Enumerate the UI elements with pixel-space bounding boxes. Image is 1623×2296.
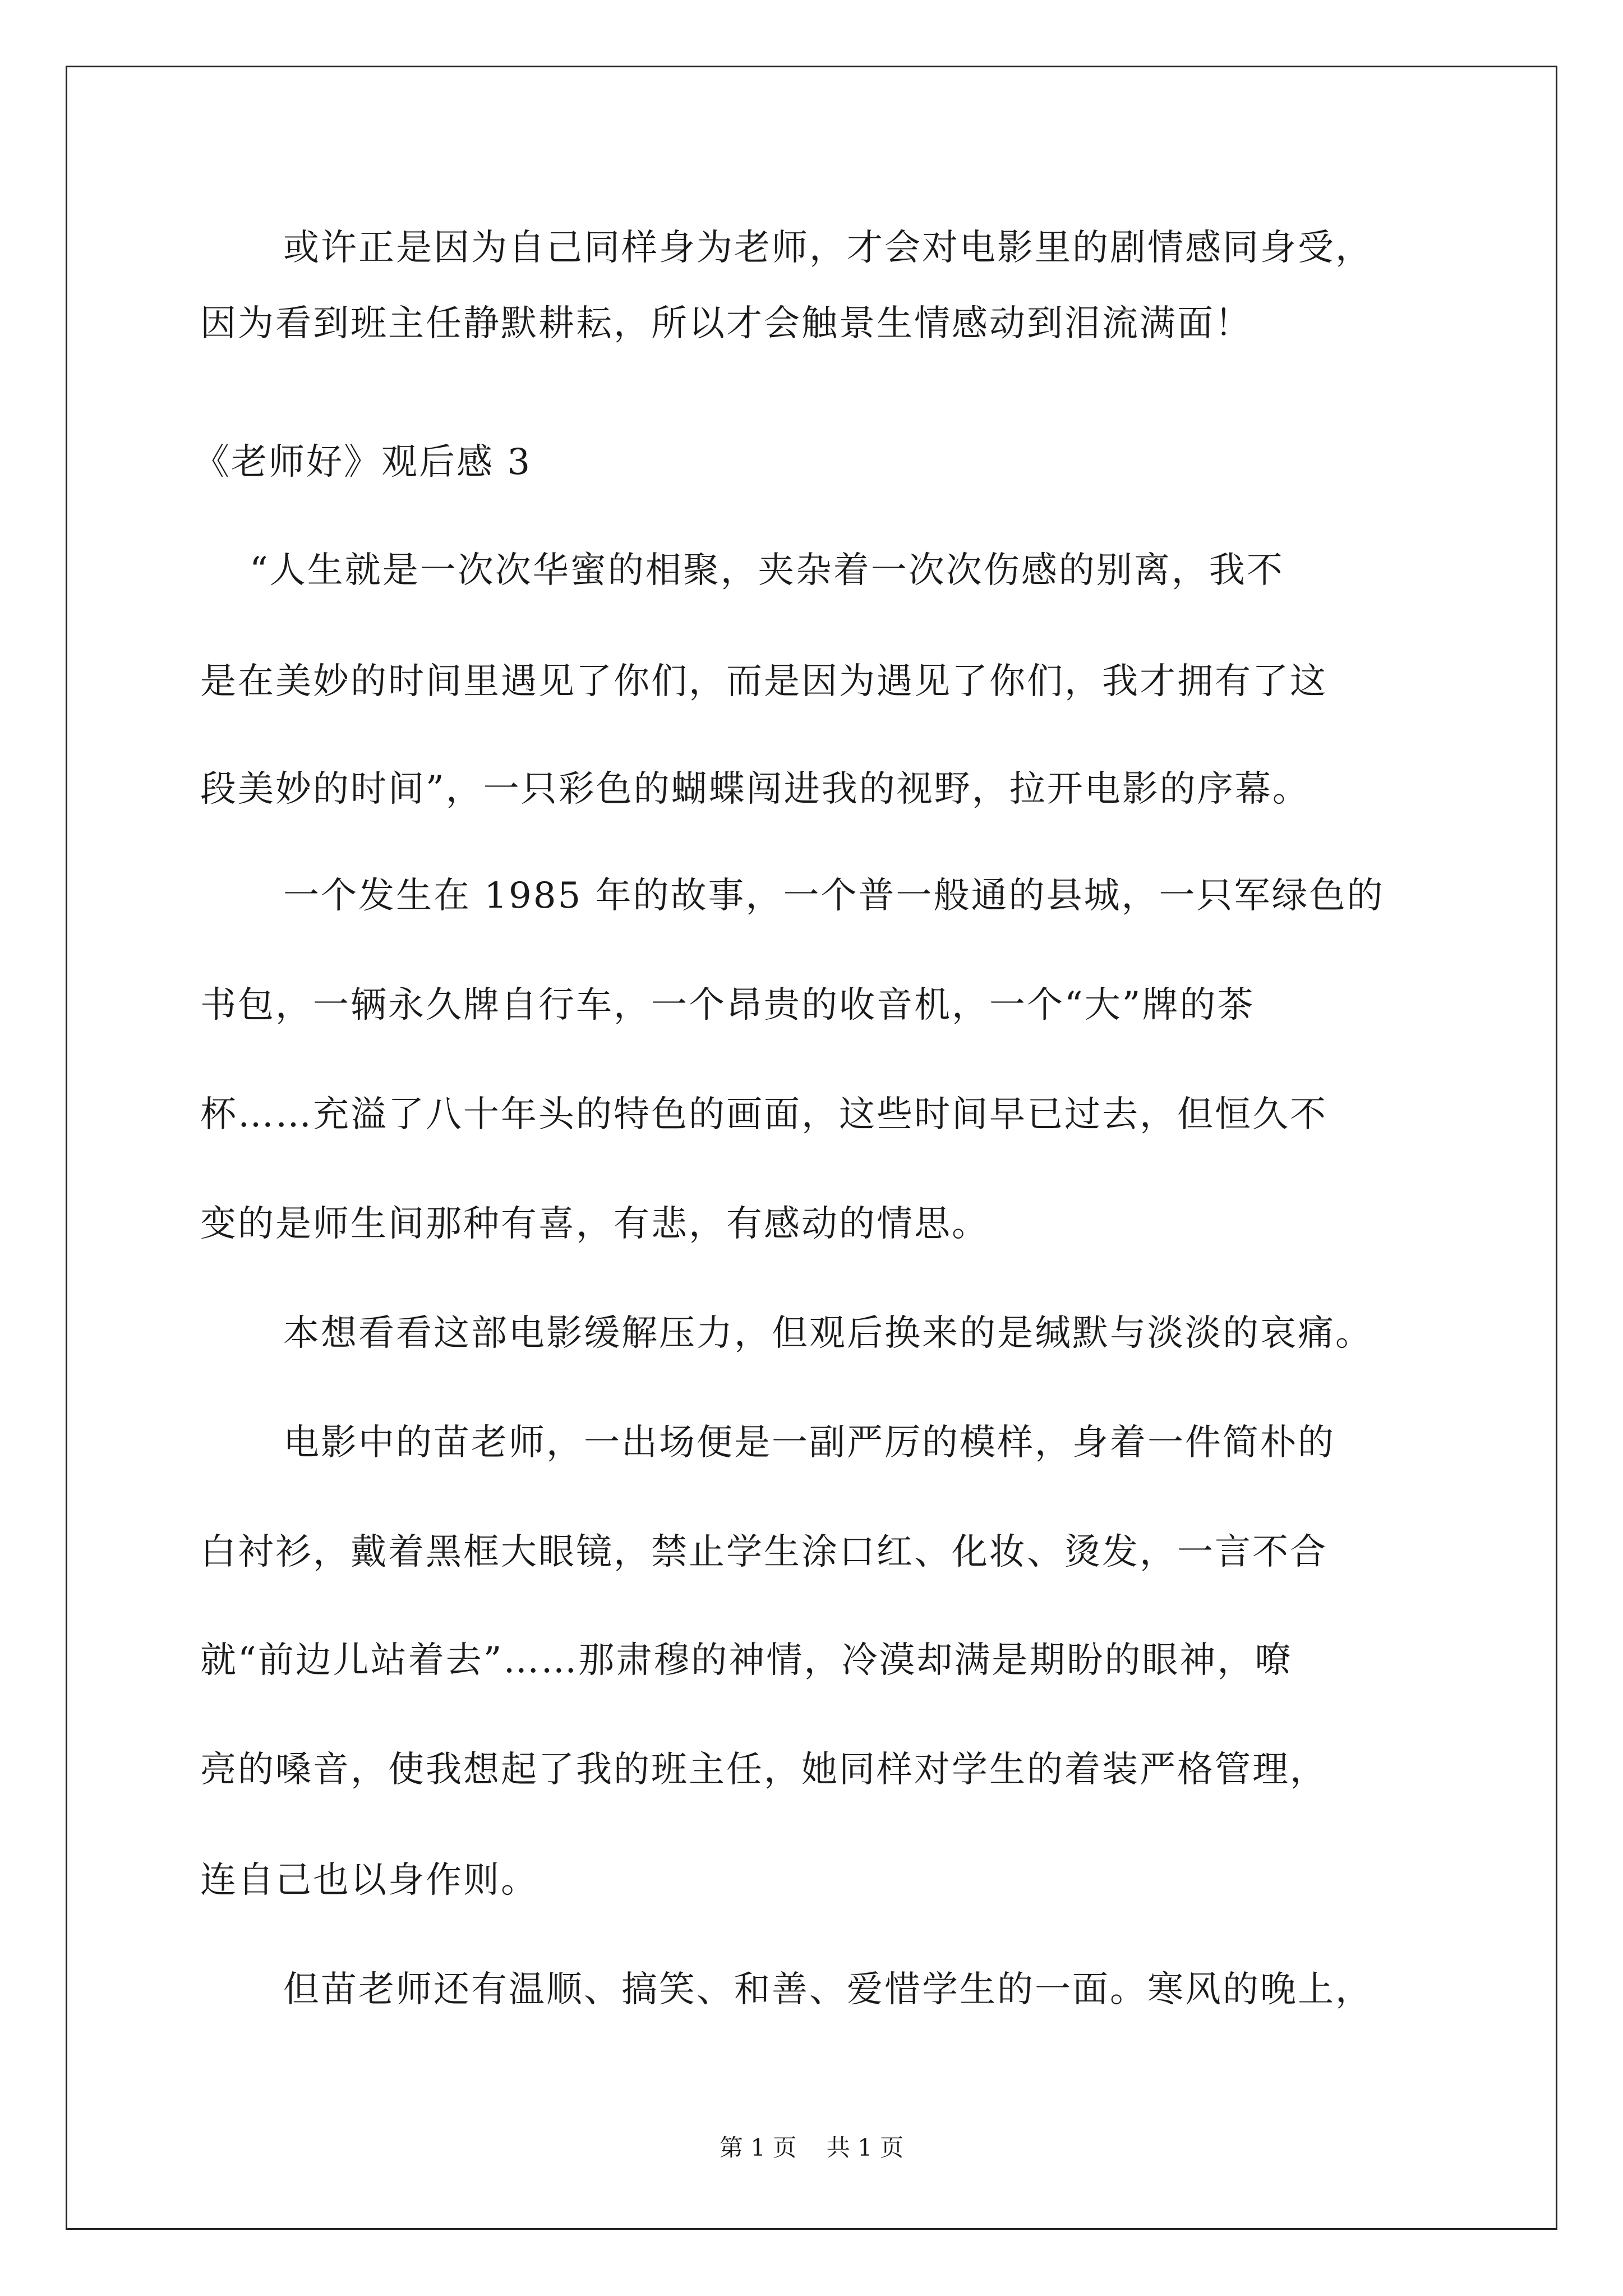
paragraph-line: 书包，一辆永久牌自行车，一个昂贵的收音机，一个“大”牌的茶	[200, 984, 1255, 1026]
section-heading: 《老师好》观后感 3	[193, 441, 532, 483]
paragraph-line: 亮的嗓音，使我想起了我的班主任，她同样对学生的着装严格管理，	[200, 1749, 1327, 1791]
paragraph-line: 是在美妙的时间里遇见了你们，而是因为遇见了你们，我才拥有了这	[200, 661, 1327, 702]
paragraph-line: 或许正是因为自己同样身为老师，才会对电影里的剧情感同身受，	[283, 227, 1373, 269]
paragraph-line: 白衬衫，戴着黑框大眼镜，禁止学生涂口红、化妆、烫发，一言不合	[200, 1531, 1327, 1573]
paragraph-line: 因为看到班主任静默耕耘，所以才会触景生情感动到泪流满面！	[200, 303, 1252, 344]
paragraph-line: 一个发生在 1985 年的故事，一个普一般通的县城，一只军绿色的	[283, 875, 1385, 917]
paragraph-line: 本想看看这部电影缓解压力，但观后换来的是缄默与淡淡的哀痛。	[283, 1313, 1373, 1354]
page-number-footer: 第 1 页 共 1 页	[719, 2134, 904, 2161]
paragraph-line: 就“前边儿站着去”……那肃穆的神情，冷漠却满是期盼的眼神，嘹	[200, 1640, 1293, 1681]
page-frame	[66, 66, 1557, 2230]
paragraph-line: 杯……充溢了八十年头的特色的画面，这些时间早已过去，但恒久不	[200, 1094, 1327, 1135]
paragraph-line: “人生就是一次次华蜜的相聚，夹杂着一次次伤感的别离，我不	[250, 550, 1284, 591]
paragraph-line: 变的是师生间那种有喜，有悲，有感动的情思。	[200, 1203, 989, 1245]
paragraph-line: 连自己也以身作则。	[200, 1860, 538, 1901]
paragraph-line: 但苗老师还有温顺、搞笑、和善、爱惜学生的一面。寒风的晚上，	[283, 1969, 1373, 2010]
paragraph-line: 段美妙的时间”，一只彩色的蝴蝶闯进我的视野，拉开电影的序幕。	[200, 769, 1310, 810]
paragraph-line: 电影中的苗老师，一出场便是一副严厉的模样，身着一件简朴的	[283, 1422, 1335, 1464]
